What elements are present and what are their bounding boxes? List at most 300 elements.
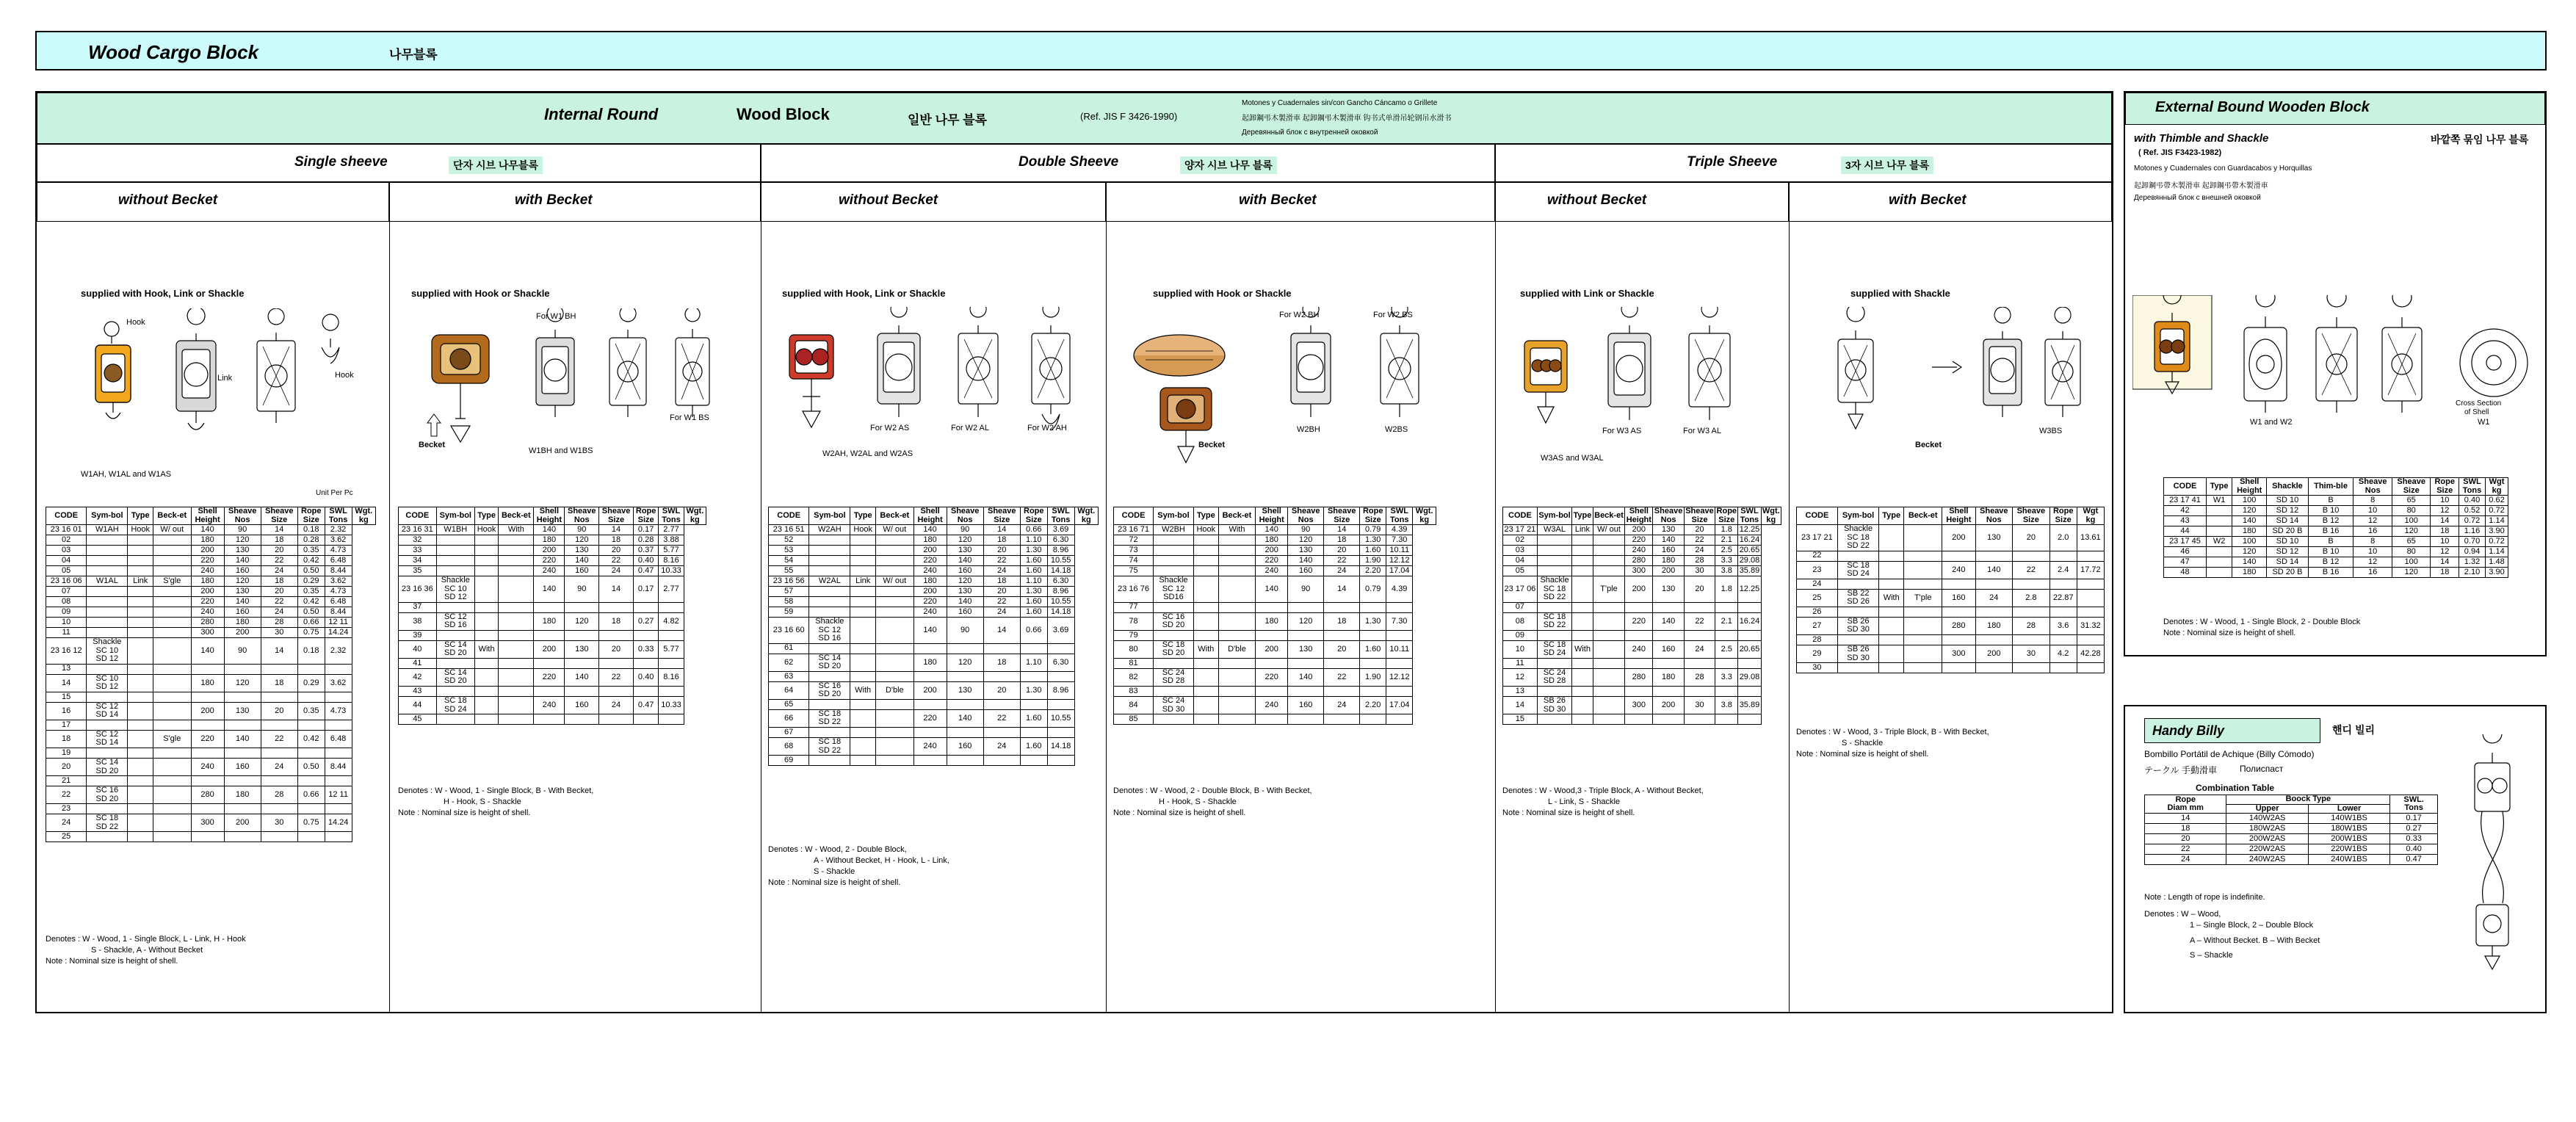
table-cell: [2049, 663, 2077, 673]
table-cell: 35: [399, 566, 437, 576]
table-cell: [128, 804, 153, 814]
table-cell: 1.60: [1020, 597, 1047, 607]
table-cell: 18: [261, 674, 297, 692]
table-cell: 12: [2354, 516, 2392, 526]
table-cell: 1.48: [2486, 557, 2508, 568]
table-cell: 240: [191, 566, 224, 576]
table-cell: [153, 587, 192, 597]
table-cell: [2013, 663, 2050, 673]
table-cell: [499, 697, 534, 714]
table-cell: [809, 671, 850, 681]
table-cell: [191, 832, 224, 842]
table-cell: 180: [1975, 617, 2013, 634]
table-cell: 200: [1653, 566, 1684, 576]
table-cell: [87, 587, 128, 597]
unit-per-pc: Unit Per Pc: [316, 489, 353, 497]
table-cell: [1738, 658, 1761, 668]
table-cell: [876, 546, 914, 556]
table-cell: [565, 602, 599, 612]
table-cell: [1324, 602, 1360, 612]
table-cell: 13: [46, 664, 87, 674]
table-cell: 20: [599, 640, 634, 658]
table-cell: [599, 687, 634, 697]
table-cell: 0.50: [297, 759, 325, 776]
table-cell: 23 16 51: [769, 525, 809, 535]
table-row: [769, 618, 1099, 644]
table-cell: 48: [2164, 568, 2207, 578]
table-cell: [2206, 526, 2232, 537]
table-cell: 77: [1114, 602, 1154, 612]
table-cell: [1537, 630, 1571, 640]
table-cell: 140: [224, 597, 261, 607]
col-head-double-with: [1106, 182, 1495, 222]
table-row: [2145, 834, 2438, 844]
table-cell: [809, 597, 850, 607]
table-cell: 8.96: [1047, 587, 1074, 597]
table-cell: With: [850, 681, 876, 699]
table-cell: 200: [224, 628, 261, 638]
table-cell: SB 26 SD 30: [1837, 645, 1878, 663]
table-cell: 07: [46, 587, 87, 597]
table-cell: 140: [1975, 561, 2013, 579]
table-cell: [325, 776, 352, 786]
table-cell: 140: [224, 730, 261, 748]
col-head-triple-with-label: with Becket: [1889, 192, 1967, 208]
table-cell: 44: [2164, 526, 2207, 537]
table-cell: [850, 587, 876, 597]
table-cell: 28: [261, 786, 297, 804]
table-row: [46, 814, 376, 832]
table-row: [46, 546, 376, 556]
table-header-cell: Sheave Size: [261, 507, 297, 525]
table-cell: 22: [261, 730, 297, 748]
table-cell: 82: [1114, 668, 1154, 686]
table-cell: 22: [599, 556, 634, 566]
table-header-cell: Sheave Size: [1685, 507, 1714, 524]
table-cell: [1879, 607, 1904, 617]
denotes-line-2: H - Hook, S - Shackle: [444, 797, 521, 806]
table-cell: 0.33: [2390, 834, 2438, 844]
table-cell: [1879, 645, 1904, 663]
table-cell: 140: [1288, 556, 1324, 566]
table-cell: 180: [534, 612, 565, 630]
table-cell: 07: [1503, 602, 1538, 612]
table-header-cell: SWL Tons: [325, 507, 352, 525]
table-cell: 0.42: [297, 597, 325, 607]
table-cell: 22: [1324, 556, 1360, 566]
table-cell: 240W1BS: [2308, 855, 2389, 865]
table-row: [1797, 525, 2105, 551]
table-cell: [1593, 612, 1625, 630]
table-cell: [1360, 687, 1386, 697]
table-cell: 120: [565, 612, 599, 630]
table-cell: 7.30: [1386, 535, 1413, 546]
table-cell: [850, 709, 876, 727]
table-cell: SC 18 SD 24: [1837, 561, 1878, 579]
table-cell: [128, 720, 153, 730]
table-cell: 8.44: [325, 607, 352, 618]
table-cell: 14.18: [1047, 566, 1074, 576]
table-cell: Hook: [850, 525, 876, 535]
table-row: [46, 556, 376, 566]
table-cell: 10: [2431, 496, 2459, 506]
table-cell: [913, 671, 947, 681]
table-cell: 28: [1684, 556, 1715, 566]
table-cell: 10.55: [1047, 709, 1074, 727]
table-header-cell: Boock Type: [2226, 795, 2390, 805]
table-cell: [128, 638, 153, 665]
denotes-line-2: L - Link, S - Shackle: [1548, 797, 1621, 806]
table-cell: [1193, 535, 1218, 546]
table-cell: [224, 692, 261, 702]
table-cell: 160: [1288, 566, 1324, 576]
table-cell: [2013, 635, 2050, 645]
table-cell: [599, 602, 634, 612]
table-cell: [659, 714, 684, 725]
svg-text:Hook: Hook: [335, 371, 354, 380]
table-cell: [1537, 566, 1571, 576]
table-cell: 72: [1114, 535, 1154, 546]
table-cell: With: [1879, 589, 1904, 607]
table-cell: [1904, 525, 1942, 551]
table-cell: 42.28: [2077, 645, 2104, 663]
table-cell: 140: [1653, 535, 1684, 546]
table-cell: Hook: [1193, 525, 1218, 535]
table-cell: 1.14: [2486, 547, 2508, 557]
note-line: Note : Nominal size is height of shell.: [768, 877, 901, 887]
table-cell: [565, 630, 599, 640]
table-cell: [2206, 516, 2232, 526]
table-cell: [1572, 697, 1593, 714]
table-cell: 10: [2431, 537, 2459, 547]
table-cell: 22: [261, 597, 297, 607]
table-cell: 04: [1503, 556, 1538, 566]
table-cell: Shackle SC 10 SD 12: [87, 638, 128, 665]
table-cell: Link: [128, 576, 153, 587]
table-cell: 18: [599, 612, 634, 630]
table-cell: 24: [599, 697, 634, 714]
table-header-cell: SWL Tons: [1047, 507, 1074, 525]
table-cell: 18: [599, 535, 634, 546]
double-sheeve-band: [761, 144, 1495, 182]
table-cell: [1020, 699, 1047, 709]
table-cell: 42: [2164, 506, 2207, 516]
table-cell: [1324, 658, 1360, 668]
note-handy-billy: [2144, 892, 2453, 961]
table-cell: [87, 664, 128, 674]
table-cell: [1537, 658, 1571, 668]
table-cell: 200: [1625, 525, 1653, 535]
table-cell: [128, 664, 153, 674]
table-cell: 6.48: [325, 730, 352, 748]
table-cell: [153, 618, 192, 628]
denotes-line-1: Denotes : W - Wood, 1 - Single Block, L - Link, H - Hook: [46, 935, 246, 944]
table-cell: [153, 748, 192, 759]
table-header-cell: CODE: [2164, 478, 2207, 496]
table-cell: 160: [947, 566, 983, 576]
table-cell: 23 17 45: [2164, 537, 2207, 547]
figure-double-without-codes: W2AH, W2AL and W2AS: [822, 449, 913, 458]
svg-text:For W2 AS: For W2 AS: [870, 424, 910, 432]
table-header-cell: Sheave Nos: [565, 507, 599, 525]
table-cell: 130: [565, 640, 599, 658]
table-row: [399, 630, 706, 640]
table-cell: 20: [261, 702, 297, 720]
table-cell: 120: [224, 674, 261, 692]
table-cell: 10.11: [1386, 546, 1413, 556]
table-row: [46, 587, 376, 597]
table-cell: [1593, 668, 1625, 686]
table-cell: [1904, 579, 1942, 589]
table-cell: [876, 607, 914, 618]
table-cell: 0.72: [2486, 537, 2508, 547]
table-cell: W3AL: [1537, 525, 1571, 535]
table-cell: 1.10: [1020, 576, 1047, 587]
table-cell: 0.29: [297, 576, 325, 587]
table-row: [46, 638, 376, 665]
table-cell: 3.90: [2486, 568, 2508, 578]
table-cell: [153, 702, 192, 720]
table-header-cell: Rope Diam mm: [2145, 795, 2226, 814]
single-sheeve-label: Single sheeve: [294, 154, 388, 170]
table-cell: 160: [947, 607, 983, 618]
table-cell: 14.18: [1047, 607, 1074, 618]
table-cell: 220: [913, 556, 947, 566]
table-cell: 240: [191, 759, 224, 776]
table-cell: 22: [2013, 561, 2050, 579]
table-cell: 0.17: [633, 576, 658, 603]
table-header-cell: Type: [128, 507, 153, 525]
table-row: [769, 738, 1099, 756]
table-cell: 22: [1797, 551, 1838, 561]
table-cell: [1625, 714, 1653, 725]
table-header-cell: Type: [474, 507, 498, 525]
table-cell: 1.30: [1020, 587, 1047, 597]
note-line: Note : Nominal size is height of shell.: [1113, 808, 1246, 817]
table-cell: [876, 671, 914, 681]
table-cell: 8: [2354, 496, 2392, 506]
table-cell: 2.10: [2459, 568, 2486, 578]
table-cell: 120: [1288, 612, 1324, 630]
external-ref: ( Ref. JIS F3423-1982): [2138, 148, 2222, 157]
table-cell: [224, 832, 261, 842]
table-triple-with-becket: [1796, 507, 2105, 673]
table-cell: 53: [769, 546, 809, 556]
table-cell: [876, 728, 914, 738]
table-cell: 120: [565, 535, 599, 546]
table-cell: 2.20: [1360, 566, 1386, 576]
table-cell: [913, 728, 947, 738]
figure-single-with-becket: [411, 308, 734, 485]
table-cell: [1837, 579, 1878, 589]
table-cell: 0.33: [633, 640, 658, 658]
table-cell: 200: [913, 681, 947, 699]
table-cell: [1218, 546, 1255, 556]
svg-text:Hook: Hook: [126, 318, 145, 327]
table-cell: 24: [1324, 566, 1360, 576]
table-cell: 0.42: [297, 556, 325, 566]
table-cell: W/ out: [876, 525, 914, 535]
table-cell: [1879, 551, 1904, 561]
table-cell: [1193, 687, 1218, 697]
figure-triple-with-becket: [1803, 307, 2096, 483]
table-cell: 30: [1684, 697, 1715, 714]
table-cell: [1537, 535, 1571, 546]
table-header-cell: Beck-et: [499, 507, 534, 525]
table-cell: [1879, 525, 1904, 551]
denotes-line-4: S – Shackle: [2190, 951, 2233, 960]
table-cell: [261, 692, 297, 702]
table-cell: [325, 692, 352, 702]
table-cell: [1715, 714, 1738, 725]
table-cell: 180W2AS: [2226, 824, 2308, 834]
table-cell: 14: [1324, 576, 1360, 603]
table-row: [399, 668, 706, 686]
table-cell: W1AH: [87, 525, 128, 535]
double-sheeve-label: Double Sheeve: [1019, 154, 1119, 170]
table-cell: [1256, 687, 1288, 697]
table-row: [2164, 496, 2508, 506]
table-row: [399, 546, 706, 556]
table-cell: 8.16: [659, 556, 684, 566]
table-cell: 14: [983, 618, 1020, 644]
table-cell: [1572, 714, 1593, 725]
table-row: [46, 674, 376, 692]
table-cell: [1904, 663, 1942, 673]
table-cell: 0.37: [633, 546, 658, 556]
table-cell: 160: [565, 697, 599, 714]
table-cell: 42: [399, 668, 437, 686]
table-cell: [1738, 602, 1761, 612]
table-header-cell: Rope Size: [1716, 507, 1737, 524]
supply-triple-without: supplied with Link or Shackle: [1520, 288, 1654, 299]
table-cell: [2013, 579, 2050, 589]
table-cell: W/ out: [153, 525, 192, 535]
table-header-cell: CODE: [399, 507, 437, 525]
table-row: [1503, 525, 1781, 535]
table-header-cell: Wgt. kg: [1762, 507, 1780, 524]
table-row: [769, 728, 1099, 738]
table-cell: 10: [2354, 547, 2392, 557]
denotes-line-2: H - Hook, S - Shackle: [1159, 797, 1237, 806]
table-cell: [1942, 663, 1975, 673]
table-cell: [1386, 658, 1413, 668]
table-header-cell: Sheave Size: [983, 507, 1020, 525]
note-single-without: [46, 934, 376, 967]
note-double-with: [1113, 786, 1444, 819]
table-cell: W2AL: [809, 576, 850, 587]
table-cell: [191, 664, 224, 674]
table-cell: 54: [769, 556, 809, 566]
table-cell: [128, 730, 153, 748]
table-cell: [1324, 630, 1360, 640]
table-cell: SC 14 SD 20: [809, 654, 850, 671]
table-row: [1797, 589, 2105, 607]
table-cell: 0.75: [297, 628, 325, 638]
table-cell: SB 26 SD 30: [1837, 617, 1878, 634]
table-cell: 180: [1256, 535, 1288, 546]
table-cell: [1593, 556, 1625, 566]
table-cell: [850, 566, 876, 576]
table-header-cell: Sheave Nos: [947, 507, 983, 525]
table-cell: 1.90: [1360, 668, 1386, 686]
table-cell: 18: [46, 730, 87, 748]
table-cell: 10.55: [1047, 556, 1074, 566]
table-cell: 20: [983, 681, 1020, 699]
table-cell: 160: [947, 738, 983, 756]
table-cell: [87, 618, 128, 628]
table-cell: SC 16 SD 20: [1154, 612, 1194, 630]
table-cell: 14: [261, 525, 297, 535]
table-cell: [1653, 630, 1684, 640]
table-cell: [809, 699, 850, 709]
table-cell: D'ble: [876, 681, 914, 699]
table-row: [1114, 640, 1436, 658]
table-cell: 130: [947, 546, 983, 556]
single-sheeve-band: [37, 144, 761, 182]
divider-1: [389, 222, 390, 1013]
table-header-cell: Shell Height: [534, 507, 565, 525]
table-cell: [436, 556, 474, 566]
table-cell: [1904, 645, 1942, 663]
table-cell: [128, 628, 153, 638]
note-line: Note : Nominal size is height of shell.: [398, 808, 531, 817]
table-cell: [261, 664, 297, 674]
table-row: [1503, 576, 1781, 603]
table-cell: [87, 607, 128, 618]
table-cell: 1.32: [2459, 557, 2486, 568]
col-head-single-without: [37, 182, 389, 222]
table-header-cell: Wgt kg: [2077, 507, 2104, 525]
svg-text:For W2 AH: For W2 AH: [1027, 424, 1067, 432]
table-cell: 0.75: [297, 814, 325, 832]
table-cell: [2049, 635, 2077, 645]
col-head-double-without-label: without Becket: [839, 192, 938, 208]
table-cell: 3.62: [325, 576, 352, 587]
table-cell: [1218, 556, 1255, 566]
table-cell: [876, 587, 914, 597]
table-cell: 8.44: [325, 759, 352, 776]
table-cell: 100: [2232, 537, 2267, 547]
table-row: [46, 776, 376, 786]
table-cell: 240: [913, 607, 947, 618]
table-cell: 15: [46, 692, 87, 702]
table-cell: [153, 786, 192, 804]
table-cell: 14: [46, 674, 87, 692]
table-cell: [947, 756, 983, 766]
table-cell: [809, 728, 850, 738]
table-header-cell: Beck-et: [876, 507, 914, 525]
table-cell: [876, 699, 914, 709]
table-cell: 0.79: [1360, 525, 1386, 535]
table-cell: [850, 607, 876, 618]
table-cell: 63: [769, 671, 809, 681]
table-cell: 130: [947, 681, 983, 699]
table-cell: [474, 576, 498, 603]
table-cell: 2.1: [1715, 612, 1738, 630]
table-row: [399, 566, 706, 576]
internal-heading-2: Wood Block: [737, 105, 830, 123]
table-cell: [1288, 658, 1324, 668]
table-cell: SC 12 SD 16: [436, 612, 474, 630]
table-cell: 34: [399, 556, 437, 566]
table-cell: 20: [983, 587, 1020, 597]
table-cell: 35.89: [1738, 697, 1761, 714]
table-cell: 120: [224, 576, 261, 587]
table-cell: 220: [534, 556, 565, 566]
table-cell: 280: [191, 618, 224, 628]
table-cell: [1684, 630, 1715, 640]
